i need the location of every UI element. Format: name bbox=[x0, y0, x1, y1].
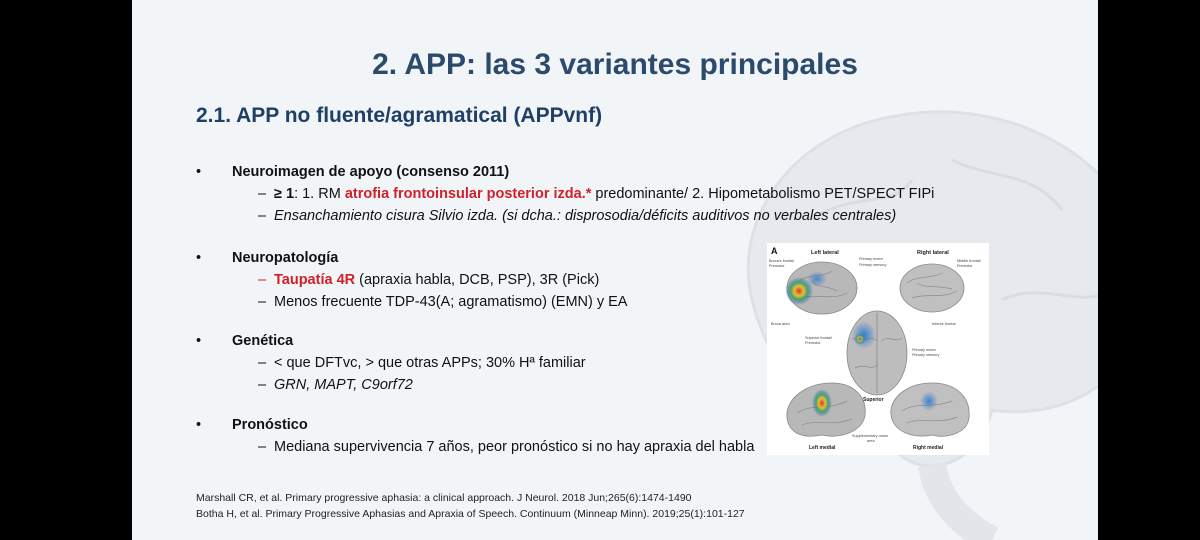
sub-item-text: GRN, MAPT, C9orf72 bbox=[274, 377, 413, 393]
right-lateral-brain bbox=[900, 264, 964, 312]
dash: – bbox=[258, 355, 267, 371]
references bbox=[196, 490, 745, 522]
svg-text:Primary motor: Primary motor bbox=[859, 257, 883, 261]
label-left-medial: Left medial bbox=[809, 445, 836, 451]
dash: – bbox=[258, 186, 267, 202]
bullet: • bbox=[196, 333, 202, 349]
svg-text:Primary sensory: Primary sensory bbox=[859, 263, 887, 267]
reference-item: Marshall CR, et al. Primary progressive aphasia: a clinical approach. J Neurol. 2018 Jun;265(6):1474-1490 bbox=[196, 492, 692, 504]
dash: – bbox=[258, 439, 267, 455]
bullet: • bbox=[196, 250, 202, 266]
dash: – bbox=[258, 208, 267, 224]
sub-item-text: Ensanchamiento cisura Silvio izda. (si dcha.: disprosodia/déficits auditivos no verbales centrales) bbox=[274, 208, 897, 224]
section-heading: Neuropatología bbox=[232, 250, 339, 266]
sub-item-text: < que DFTvc, > que otras APPs; 30% Hª familiar bbox=[274, 355, 586, 371]
svg-text:Premotor: Premotor bbox=[805, 341, 821, 345]
dash: – bbox=[258, 294, 267, 310]
section-heading: Pronóstico bbox=[232, 417, 308, 433]
svg-text:Primary motor: Primary motor bbox=[912, 348, 936, 352]
sub-item-text: Menos frecuente TDP-43(A; agramatismo) (EMN) y EA bbox=[274, 294, 628, 310]
sub-item-text: Mediana supervivencia 7 años, peor pronóstico si no hay apraxia del habla bbox=[274, 439, 755, 455]
svg-text:Supplementary motor: Supplementary motor bbox=[852, 434, 889, 438]
label-superior: Superior bbox=[863, 397, 884, 403]
svg-text:Middle frontal/: Middle frontal/ bbox=[957, 259, 981, 263]
svg-text:Premotor: Premotor bbox=[769, 264, 785, 268]
svg-text:Superior frontal/: Superior frontal/ bbox=[805, 336, 833, 340]
dash: – bbox=[258, 377, 267, 393]
label-right-lateral: Right lateral bbox=[917, 250, 949, 256]
bullet: • bbox=[196, 417, 202, 433]
panel-label: A bbox=[771, 246, 778, 256]
reference-item: Botha H, et al. Primary Progressive Aphasias and Apraxia of Speech. Continuum (Minneap Minn). 2019;25(1):101-127 bbox=[196, 508, 745, 520]
svg-text:Broca area: Broca area bbox=[771, 322, 790, 326]
section-heading: Neuroimagen de apoyo (consenso 2011) bbox=[232, 164, 510, 180]
svg-text:Premotor: Premotor bbox=[957, 264, 973, 268]
svg-text:area: area bbox=[867, 439, 875, 443]
sub-item-text: ≥ 1: 1. RM atrofia frontoinsular posterior izda.* predominante/ 2. Hipometabolismo PET/SPECT FIPi bbox=[274, 186, 935, 202]
label-left-lateral: Left lateral bbox=[811, 250, 839, 256]
slide bbox=[132, 0, 1098, 540]
svg-text:Broca's frontal/: Broca's frontal/ bbox=[769, 259, 795, 263]
slide-subtitle: 2.1. APP no fluente/agramatical (APPvnf) bbox=[196, 104, 603, 127]
sub-item-text: Taupatía 4R (apraxia habla, DCB, PSP), 3R (Pick) bbox=[274, 272, 600, 288]
svg-text:Inferior frontal: Inferior frontal bbox=[932, 322, 956, 326]
slide-title: 2. APP: las 3 variantes principales bbox=[372, 48, 858, 81]
dash: – bbox=[258, 272, 267, 288]
svg-text:Primary sensory: Primary sensory bbox=[912, 353, 940, 357]
label-right-medial: Right medial bbox=[913, 445, 944, 451]
section-heading: Genética bbox=[232, 333, 294, 349]
bullet: • bbox=[196, 164, 202, 180]
brain-atrophy-figure bbox=[767, 243, 989, 455]
